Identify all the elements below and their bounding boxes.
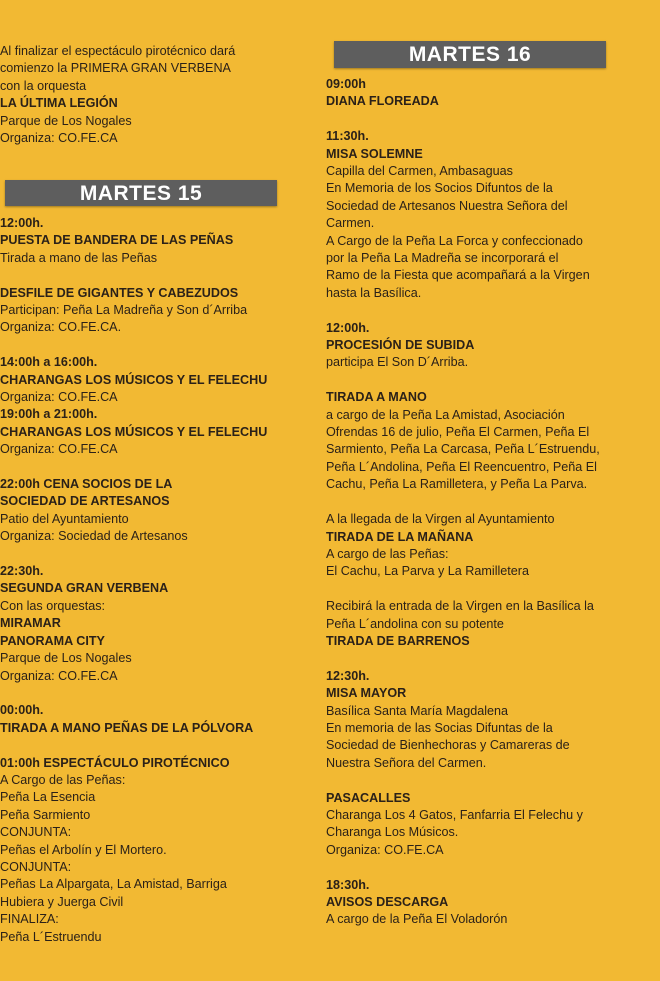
- martes-15-banner: MARTES 15: [5, 180, 277, 206]
- schedule-heading: CHARANGAS LOS MÚSICOS Y EL FELECHU: [0, 372, 268, 387]
- schedule-text: Basílica Santa María Magdalena: [326, 703, 509, 718]
- spacer: [326, 650, 622, 667]
- martes-16-banner: MARTES 16: [334, 41, 606, 68]
- schedule-text: Organiza: CO.FE.CA: [0, 442, 118, 457]
- schedule-heading: 12:00h.: [326, 320, 370, 335]
- schedule-text: Patio del Ayuntamiento: [0, 511, 129, 526]
- schedule-heading: TIRADA A MANO PEÑAS DE LA PÓLVORA: [0, 720, 254, 735]
- schedule-heading: 22:00h CENA SOCIOS DE LA: [0, 477, 173, 492]
- schedule-heading: 18:30h.: [326, 877, 370, 892]
- schedule-heading: TIRADA DE LA MAÑANA: [326, 529, 474, 544]
- schedule-heading: AVISOS DESCARGA: [326, 894, 449, 909]
- schedule-text: Al finalizar el espectáculo pirotécnico dará: [0, 44, 236, 58]
- schedule-text: Organiza: CO.FE.CA: [0, 668, 118, 683]
- schedule-text: Participan: Peña La Madreña y Son d´Arriba: [0, 303, 248, 318]
- schedule-text: A la llegada de la Virgen al Ayuntamiento: [326, 512, 555, 527]
- schedule-text: Peñas el Arbolín y El Mortero.: [0, 842, 167, 857]
- schedule-heading: 22:30h.: [0, 564, 44, 579]
- schedule-text: Peña La Esencia: [0, 790, 96, 805]
- schedule-heading: 14:00h a 16:00h.: [0, 355, 98, 370]
- schedule-text: Parque de Los Nogales: [0, 113, 132, 128]
- schedule-heading: PUESTA DE BANDERA DE LAS PEÑAS: [0, 233, 234, 248]
- schedule-text: CONJUNTA:: [0, 825, 72, 840]
- schedule-text: A Cargo de la Peña La Forca y confeccionado: [326, 233, 583, 248]
- schedule-text: Tirada a mano de las Peñas: [0, 250, 158, 265]
- spacer: [0, 737, 284, 754]
- schedule-text: Carmen.: [326, 216, 375, 231]
- schedule-text: participa El Son D´Arriba.: [326, 355, 469, 370]
- schedule-text: Capilla del Carmen, Ambasaguas: [326, 164, 513, 179]
- schedule-text: comienzo la PRIMERA GRAN VERBENA: [0, 61, 231, 76]
- schedule-heading: 19:00h a 21:00h.: [0, 407, 98, 422]
- schedule-text: Peñas La Alpargata, La Amistad, Barriga: [0, 877, 227, 892]
- schedule-text: A cargo de las Peñas:: [326, 546, 449, 561]
- schedule-heading: 01:00h ESPECTÁCULO PIROTÉCNICO: [0, 755, 230, 770]
- spacer: [326, 494, 622, 511]
- spacer: [0, 685, 284, 702]
- schedule-heading: PROCESIÓN DE SUBIDA: [326, 338, 475, 353]
- schedule-text: A Cargo de las Peñas:: [0, 772, 126, 787]
- schedule-heading: PANORAMA CITY: [0, 633, 105, 648]
- schedule-text: Parque de Los Nogales: [0, 651, 132, 666]
- schedule-heading: 09:00h: [326, 77, 366, 91]
- schedule-text: CONJUNTA:: [0, 859, 72, 874]
- schedule-heading: 11:30h.: [326, 129, 369, 144]
- schedule-heading: PASACALLES: [326, 790, 411, 805]
- schedule-text: Organiza: CO.FE.CA.: [0, 320, 122, 335]
- intro-block: [0, 43, 284, 147]
- spacer: [326, 772, 622, 789]
- martes-16-schedule: [326, 76, 622, 929]
- schedule-text: Nuestra Señora del Carmen.: [326, 755, 487, 770]
- schedule-text: Charanga Los 4 Gatos, Fanfarria El Felechu y: [326, 807, 583, 822]
- spacer: [326, 302, 622, 319]
- spacer: [326, 372, 622, 389]
- schedule-text: Sarmiento, Peña La Carcasa, Peña L´Estruendu,: [326, 442, 600, 457]
- schedule-heading: SEGUNDA GRAN VERBENA: [0, 581, 169, 596]
- spacer: [326, 111, 622, 128]
- schedule-text: El Cachu, La Parva y La Ramilletera: [326, 564, 529, 579]
- schedule-text: En memoria de las Socias Difuntas de la: [326, 720, 553, 735]
- schedule-heading: 12:30h.: [326, 668, 370, 683]
- schedule-heading: TIRADA A MANO: [326, 390, 427, 405]
- schedule-text: Peña Sarmiento: [0, 807, 91, 822]
- schedule-text: A cargo de la Peña El Voladorón: [326, 912, 508, 927]
- schedule-text: con la orquesta: [0, 78, 87, 93]
- schedule-text: Peña L´Andolina, Peña El Reencuentro, Peña El: [326, 459, 597, 474]
- schedule-text: Organiza: CO.FE.CA: [0, 131, 118, 146]
- schedule-text: por la Peña La Madreña se incorporará el: [326, 251, 559, 266]
- schedule-heading: DIANA FLOREADA: [326, 94, 439, 109]
- schedule-text: En Memoria de los Socios Difuntos de la: [326, 181, 553, 196]
- schedule-text: Peña L´andolina con su potente: [326, 616, 504, 631]
- martes-15-schedule: [0, 215, 284, 946]
- schedule-text: hasta la Basílica.: [326, 285, 422, 300]
- schedule-text: Hubiera y Juerga Civil: [0, 894, 124, 909]
- spacer: [0, 459, 284, 476]
- schedule-text: Peña L´Estruendu: [0, 929, 102, 944]
- spacer: [0, 546, 284, 563]
- schedule-text: Sociedad de Artesanos Nuestra Señora del: [326, 198, 568, 213]
- schedule-heading: TIRADA DE BARRENOS: [326, 633, 470, 648]
- schedule-heading: DESFILE DE GIGANTES Y CABEZUDOS: [0, 285, 239, 300]
- schedule-text: Organiza: CO.FE.CA: [326, 842, 444, 857]
- schedule-text: FINALIZA:: [0, 912, 59, 927]
- schedule-heading: CHARANGAS LOS MÚSICOS Y EL FELECHU: [0, 424, 268, 439]
- schedule-text: Sociedad de Bienhechoras y Camareras de: [326, 738, 570, 753]
- schedule-heading: SOCIEDAD DE ARTESANOS: [0, 494, 170, 509]
- schedule-text: Ofrendas 16 de julio, Peña El Carmen, Peña El: [326, 425, 590, 440]
- schedule-heading: MIRAMAR: [0, 616, 61, 631]
- schedule-text: Organiza: CO.FE.CA: [0, 390, 118, 405]
- spacer: [0, 337, 284, 354]
- schedule-text: Con las orquestas:: [0, 598, 106, 613]
- schedule-text: Charanga Los Músicos.: [326, 825, 459, 840]
- schedule-heading: 12:00h.: [0, 216, 44, 230]
- schedule-text: Ramo de la Fiesta que acompañará a la Virgen: [326, 268, 590, 283]
- schedule-text: Organiza: Sociedad de Artesanos: [0, 529, 188, 544]
- schedule-heading: LA ÚLTIMA LEGIÓN: [0, 96, 118, 111]
- schedule-heading: 00:00h.: [0, 703, 44, 718]
- spacer: [326, 859, 622, 876]
- spacer: [326, 581, 622, 598]
- schedule-heading: MISA SOLEMNE: [326, 146, 423, 161]
- schedule-heading: MISA MAYOR: [326, 686, 407, 701]
- spacer: [0, 267, 284, 284]
- schedule-text: Recibirá la entrada de la Virgen en la Basílica la: [326, 599, 594, 614]
- schedule-text: a cargo de la Peña La Amistad, Asociación: [326, 407, 565, 422]
- schedule-text: Cachu, Peña La Ramilletera, y Peña La Parva.: [326, 477, 588, 492]
